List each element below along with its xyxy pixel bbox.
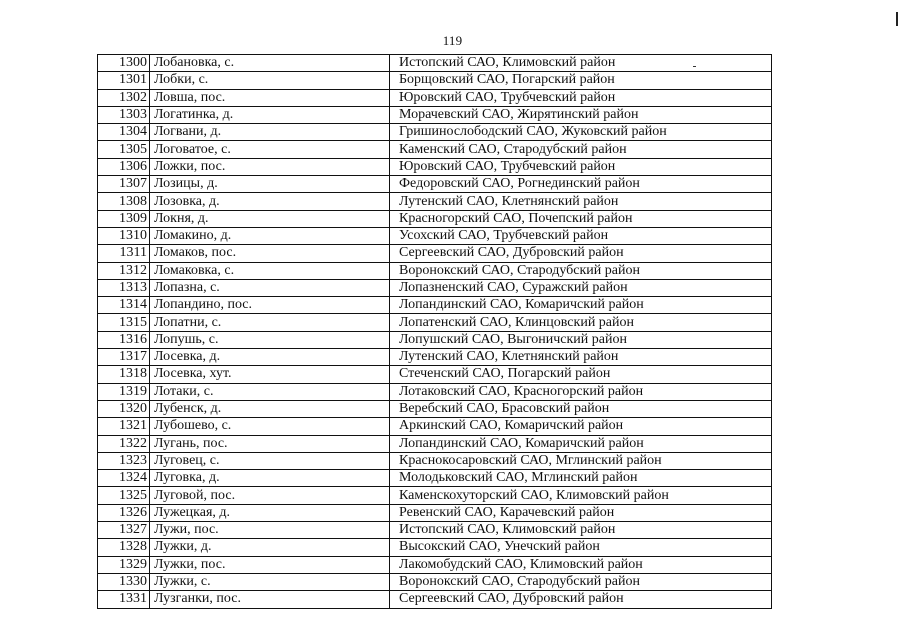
administration-cell: Каменскохуторский САО, Климовский район — [390, 487, 772, 504]
settlements-table-body — [98, 55, 772, 609]
settlement-name-cell: Лопандино, пос. — [150, 297, 390, 314]
table-row — [98, 591, 772, 608]
table-row — [98, 539, 772, 556]
administration-cell: Каменский САО, Стародубский район — [390, 141, 772, 158]
administration-cell: Лопазненский САО, Суражский район — [390, 279, 772, 296]
row-number-cell: 1328 — [98, 539, 150, 556]
row-number-cell: 1316 — [98, 331, 150, 348]
row-number-cell: 1321 — [98, 418, 150, 435]
row-number-cell: 1313 — [98, 279, 150, 296]
settlement-name-cell: Лубенск, д. — [150, 400, 390, 417]
row-number-cell: 1322 — [98, 435, 150, 452]
settlement-name-cell: Лужецкая, д. — [150, 504, 390, 521]
settlement-name-cell: Ложки, пос. — [150, 158, 390, 175]
row-number-cell: 1331 — [98, 591, 150, 608]
row-number-cell: 1302 — [98, 89, 150, 106]
administration-cell: Истопский САО, Климовский район — [390, 55, 772, 72]
administration-cell: Юровский САО, Трубчевский район — [390, 158, 772, 175]
table-row — [98, 418, 772, 435]
row-number-cell: 1304 — [98, 124, 150, 141]
administration-cell: Борщовский САО, Погарский район — [390, 72, 772, 89]
settlement-name-cell: Лопатни, с. — [150, 314, 390, 331]
table-row — [98, 504, 772, 521]
settlement-name-cell: Лугань, пос. — [150, 435, 390, 452]
settlement-name-cell: Лопазна, с. — [150, 279, 390, 296]
table-row — [98, 556, 772, 573]
table-row — [98, 314, 772, 331]
administration-cell: Лакомобудский САО, Климовский район — [390, 556, 772, 573]
administration-cell: Стеченский САО, Погарский район — [390, 366, 772, 383]
administration-cell: Молодьковский САО, Мглинский район — [390, 470, 772, 487]
administration-cell: Морачевский САО, Жирятинский район — [390, 106, 772, 123]
administration-cell: Веребский САО, Брасовский район — [390, 400, 772, 417]
administration-cell: Лопатенский САО, Клинцовский район — [390, 314, 772, 331]
settlement-name-cell: Локня, д. — [150, 210, 390, 227]
settlement-name-cell: Лопушь, с. — [150, 331, 390, 348]
row-number-cell: 1325 — [98, 487, 150, 504]
settlement-name-cell: Лужки, с. — [150, 573, 390, 590]
table-row — [98, 262, 772, 279]
administration-cell: Аркинский САО, Комаричский район — [390, 418, 772, 435]
settlement-name-cell: Лозицы, д. — [150, 176, 390, 193]
row-number-cell: 1317 — [98, 349, 150, 366]
table-row — [98, 106, 772, 123]
row-number-cell: 1327 — [98, 522, 150, 539]
row-number-cell: 1312 — [98, 262, 150, 279]
row-number-cell: 1326 — [98, 504, 150, 521]
settlement-name-cell: Логатинка, д. — [150, 106, 390, 123]
settlement-name-cell: Лузганки, пос. — [150, 591, 390, 608]
administration-cell: Ревенский САО, Карачевский район — [390, 504, 772, 521]
settlement-name-cell: Лосевка, д. — [150, 349, 390, 366]
administration-cell: Лутенский САО, Клетнянский район — [390, 349, 772, 366]
settlement-name-cell: Ломаков, пос. — [150, 245, 390, 262]
settlement-name-cell: Луговец, с. — [150, 452, 390, 469]
table-row — [98, 297, 772, 314]
settlement-name-cell: Луговой, пос. — [150, 487, 390, 504]
table-row — [98, 487, 772, 504]
administration-cell: Усохский САО, Трубчевский район — [390, 227, 772, 244]
table-row — [98, 470, 772, 487]
settlement-name-cell: Лобки, с. — [150, 72, 390, 89]
settlements-table — [97, 54, 772, 609]
settlements-table-container — [97, 54, 771, 609]
row-number-cell: 1329 — [98, 556, 150, 573]
settlement-name-cell: Лосевка, хут. — [150, 366, 390, 383]
row-number-cell: 1311 — [98, 245, 150, 262]
table-row — [98, 89, 772, 106]
settlement-name-cell: Ломаковка, с. — [150, 262, 390, 279]
table-row — [98, 522, 772, 539]
settlement-name-cell: Лужки, пос. — [150, 556, 390, 573]
settlement-name-cell: Лужки, д. — [150, 539, 390, 556]
row-number-cell: 1307 — [98, 176, 150, 193]
row-number-cell: 1324 — [98, 470, 150, 487]
administration-cell: Лотаковский САО, Красногорский район — [390, 383, 772, 400]
administration-cell: Федоровский САО, Рогнединский район — [390, 176, 772, 193]
administration-cell: Гришинослободский САО, Жуковский район — [390, 124, 772, 141]
page-number: 119 — [442, 33, 463, 48]
row-number-cell: 1303 — [98, 106, 150, 123]
settlement-name-cell: Лужи, пос. — [150, 522, 390, 539]
row-number-cell: 1315 — [98, 314, 150, 331]
table-row — [98, 279, 772, 296]
table-row — [98, 158, 772, 175]
row-number-cell: 1309 — [98, 210, 150, 227]
settlement-name-cell: Лозовка, д. — [150, 193, 390, 210]
scan-edge-mark — [896, 12, 898, 26]
row-number-cell: 1306 — [98, 158, 150, 175]
settlement-name-cell: Логоватое, с. — [150, 141, 390, 158]
table-row — [98, 331, 772, 348]
table-row — [98, 349, 772, 366]
table-row — [98, 72, 772, 89]
settlement-name-cell: Луговка, д. — [150, 470, 390, 487]
administration-cell: Истопский САО, Климовский район — [390, 522, 772, 539]
table-row — [98, 55, 772, 72]
row-number-cell: 1300 — [98, 55, 150, 72]
table-row — [98, 400, 772, 417]
row-number-cell: 1301 — [98, 72, 150, 89]
table-row — [98, 227, 772, 244]
row-number-cell: 1330 — [98, 573, 150, 590]
administration-cell: Воронокский САО, Стародубский район — [390, 573, 772, 590]
settlement-name-cell: Лотаки, с. — [150, 383, 390, 400]
table-row — [98, 210, 772, 227]
settlement-name-cell: Лобановка, с. — [150, 55, 390, 72]
row-number-cell: 1320 — [98, 400, 150, 417]
administration-cell: Сергеевский САО, Дубровский район — [390, 591, 772, 608]
table-row — [98, 435, 772, 452]
row-number-cell: 1305 — [98, 141, 150, 158]
administration-cell: Воронокский САО, Стародубский район — [390, 262, 772, 279]
table-row — [98, 366, 772, 383]
settlement-name-cell: Ловша, пос. — [150, 89, 390, 106]
settlement-name-cell: Лубошево, с. — [150, 418, 390, 435]
administration-cell: Сергеевский САО, Дубровский район — [390, 245, 772, 262]
administration-cell: Краснокосаровский САО, Мглинский район — [390, 452, 772, 469]
table-row — [98, 245, 772, 262]
administration-cell: Лопушский САО, Выгоничский район — [390, 331, 772, 348]
table-row — [98, 141, 772, 158]
row-number-cell: 1323 — [98, 452, 150, 469]
table-row — [98, 124, 772, 141]
table-row — [98, 383, 772, 400]
row-number-cell: 1310 — [98, 227, 150, 244]
row-number-cell: 1308 — [98, 193, 150, 210]
row-number-cell: 1318 — [98, 366, 150, 383]
table-row — [98, 573, 772, 590]
row-number-cell: 1319 — [98, 383, 150, 400]
administration-cell: Юровский САО, Трубчевский район — [390, 89, 772, 106]
administration-cell: Красногорский САО, Почепский район — [390, 210, 772, 227]
administration-cell: Высокский САО, Унечский район — [390, 539, 772, 556]
row-number-cell: 1314 — [98, 297, 150, 314]
table-row — [98, 193, 772, 210]
settlement-name-cell: Ломакино, д. — [150, 227, 390, 244]
settlement-name-cell: Логвани, д. — [150, 124, 390, 141]
table-row — [98, 452, 772, 469]
administration-cell: Лутенский САО, Клетнянский район — [390, 193, 772, 210]
table-row — [98, 176, 772, 193]
administration-cell: Лопандинский САО, Комаричский район — [390, 297, 772, 314]
administration-cell: Лопандинский САО, Комаричский район — [390, 435, 772, 452]
